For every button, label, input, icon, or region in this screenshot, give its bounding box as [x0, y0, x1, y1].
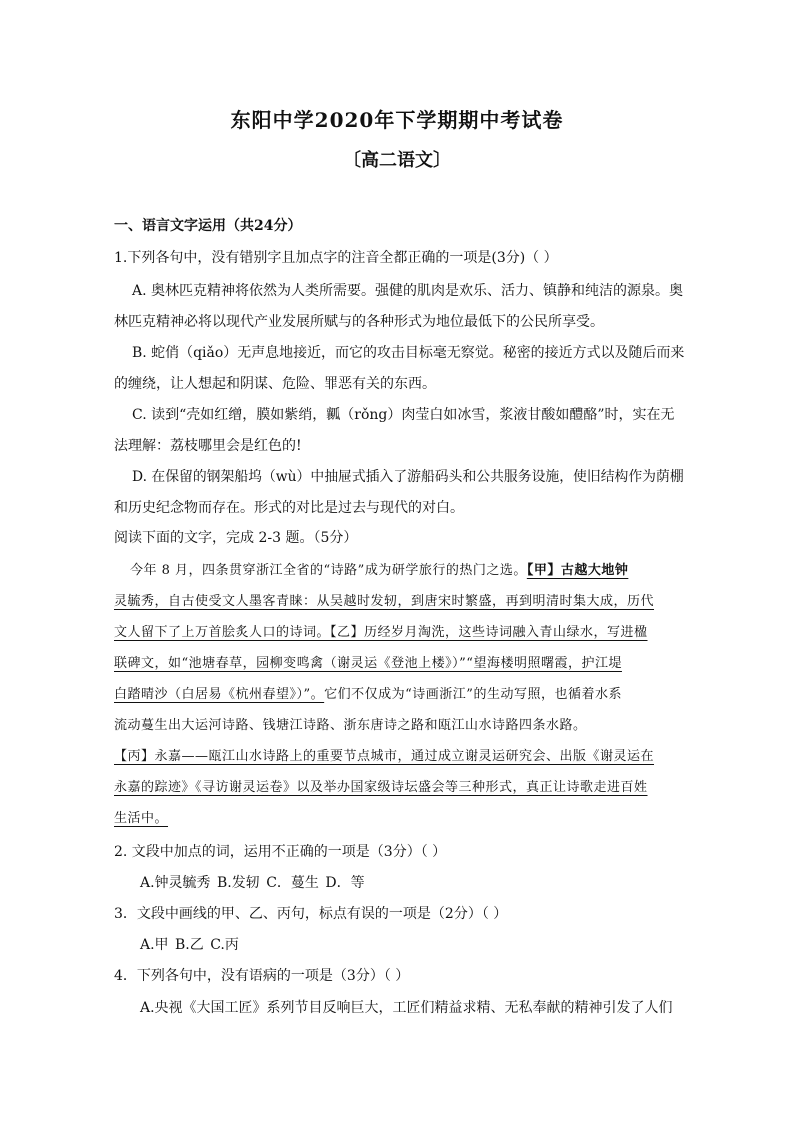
- section-heading: 一、语言文字运用（共24分）: [114, 218, 302, 234]
- passage-line-5: [114, 685, 622, 705]
- question-1-option-d-line2: 和历史纪念物而存在。形式的对比是过去与现代的对白。: [114, 500, 464, 516]
- exam-subtitle: 〔高二语文〕: [343, 150, 451, 171]
- passage-line-1-text: 今年 8 月，四条贯穿浙江全省的“诗路”成为研学旅行的热门之选。: [130, 563, 527, 578]
- passage-line-8: 永嘉的踪迹》《寻访谢灵运卷》以及举办国家级诗坛盛会等三种形式，真正让诗歌走进百姓: [114, 780, 648, 795]
- passage-line-5-underlined: 白踏晴沙（白居易《杭州春望》）”。: [114, 687, 325, 702]
- question-3-options: A.甲 B.乙 C.丙: [140, 937, 239, 953]
- exam-title: 东阳中学2020年下学期期中考试卷: [230, 108, 564, 132]
- question-1-stem: 1.下列各句中，没有错别字且加点字的注音全都正确的一项是(3分)（ ）: [114, 250, 558, 266]
- passage-line-4: 联碑文，如“池塘春草，园柳变鸣禽（谢灵运《登池上楼》）”“望海楼明照曙霞，护江堤: [114, 656, 622, 671]
- passage-line-2: 灵毓秀，自古使受文人墨客青睐：从吴越时发轫，到唐宋时繁盛，再到明清时集大成，历代: [114, 594, 655, 609]
- question-2-stem: 2. 文段中加点的词，运用不正确的一项是（3分）（ ）: [114, 844, 447, 860]
- question-1-option-c-line1: C. 读到“壳如红缯，膜如紫绡，瓤（rǒng）肉莹白如冰雪，浆液甘酸如醴酪”时，实在无: [132, 407, 675, 423]
- passage-line-5-text: 它们不仅成为“诗画浙江”的生动写照，也循着水系: [324, 687, 622, 702]
- passage-line-7: 【丙】永嘉——瓯江山水诗路上的重要节点城市，通过成立谢灵运研究会、出版《谢灵运在: [114, 749, 655, 764]
- question-1-option-d-line1: D. 在保留的钢架船坞（wù）中抽屉式插入了游船码头和公共服务设施，使旧结构作为荫棚: [132, 469, 684, 485]
- passage-line-1-underlined: 【甲】古越大地钟: [526, 563, 629, 578]
- passage-line-1: [130, 561, 628, 581]
- question-4-option-a-line1: A.央视《大国工匠》系列节目反响巨大，工匠们精益求精、无私奉献的精神引发了人们: [140, 1000, 673, 1016]
- question-4-stem: 4．下列各句中，没有语病的一项是（3分）（ ）: [114, 968, 410, 984]
- question-1-option-b-line2: 的缠绕，让人想起和阴谋、危险、罪恶有关的东西。: [114, 376, 436, 392]
- question-2-options: A.钟灵毓秀 B.发轫 C．蔓生 D．等: [140, 875, 365, 891]
- reading-intro: 阅读下面的文字，完成 2-3 题。（5分）: [114, 530, 358, 546]
- question-1-option-b-line1: B. 蛇俏（qiǎo）无声息地接近，而它的攻击目标毫无察觉。秘密的接近方式以及随后而来: [132, 345, 685, 361]
- question-1-option-a-line1: A. 奥林匹克精神将依然为人类所需要。强健的肌肉是欢乐、活力、镇静和纯洁的源泉。奥: [132, 283, 684, 299]
- passage-line-9: 生活中。: [114, 811, 169, 826]
- question-3-stem: 3．文段中画线的甲、乙、丙句，标点有误的一项是（2分）（ ）: [114, 906, 508, 922]
- question-1-option-a-line2: 林匹克精神必将以现代产业发展所赋与的各种形式为地位最低下的公民所享受。: [114, 314, 604, 330]
- passage-line-3: 文人留下了上万首脍炙人口的诗词。【乙】历经岁月淘洗，这些诗词融入青山绿水，写进楹: [114, 625, 648, 640]
- question-1-option-c-line2: 法理解：荔枝哪里会是红色的!: [114, 438, 302, 454]
- passage-line-6: 流动蔓生出大运河诗路、钱塘江诗路、浙东唐诗之路和瓯江山水诗路四条水路。: [114, 718, 587, 733]
